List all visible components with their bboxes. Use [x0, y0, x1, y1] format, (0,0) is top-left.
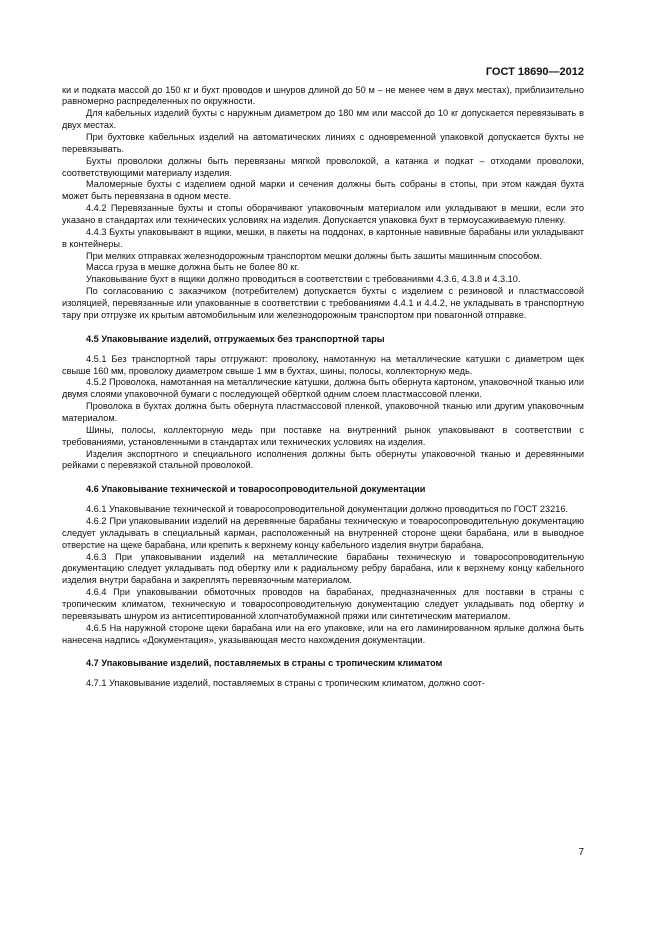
paragraph: Масса груза в мешке должна быть не более 80 кг. [86, 262, 300, 273]
paragraph: При мелких отправках железнодорожным транспортом мешки должны быть зашиты машинным способом. [86, 250, 543, 261]
document-body [62, 85, 584, 691]
paragraph: 4.7.1 Упаковывание изделий, поставляемых в страны с тропическим климатом, должно соот- [86, 678, 485, 689]
paragraph: Упаковывание бухт в ящики должно проводиться в соответствии с требованиями 4.3.6, 4.3.8 и 4.3.10. [86, 274, 521, 285]
paragraph: 4.5.2 Проволока, намотанная на металлические катушки, должна быть обернута картоном, упаковочной тканью или двумя слоями упаковочной бумаги с последующей обёрткой одним слоем пластмассовой пленки. [62, 377, 584, 400]
paragraph: 4.6.2 При упаковывании изделий на деревянные барабаны техническую и товаросопроводительную документацию следует укладывать в специальный карман, расположенный на внутренней стороне щеки барабана, или в выводное отверстие на щеке барабана, или крепить к верхнему концу кабельного изделия внутри барабана. [62, 515, 584, 550]
paragraph: Маломерные бухты с изделием одной марки и сечения должны быть собраны в стопы, при этом каждая бухта может быть перевязана в одном месте. [62, 179, 584, 202]
paragraph: Шины, полосы, коллекторную медь при поставке на внутренний рынок упаковывают в соответствии с требованиями, установленными в стандартах или технических условиях на изделия. [62, 424, 584, 447]
document-header: ГОСТ 18690—2012 [485, 66, 584, 78]
section-heading: 4.6 Упаковывание технической и товаросопроводительной документации [86, 484, 426, 495]
paragraph: Для кабельных изделий бухты с наружным диаметром до 180 мм или массой до 10 кг допускается перевязывать в двух местах. [62, 108, 584, 131]
paragraph: 4.4.2 Перевязанные бухты и стопы оборачивают упаковочным материалом или укладывают в мешки, если это указано в стандартах или технических условиях на изделия. Допускается упаковка бухт в термоусаживаемую пленку. [62, 203, 584, 226]
section-heading: 4.5 Упаковывание изделий, отгружаемых без транспортной тары [86, 333, 385, 344]
paragraph: 4.6.5 На наружной стороне щеки барабана или на его упаковке, или на его ламинированном ярлыке должна быть нанесена надпись «Документация», указывающая место нахождения документации. [62, 622, 584, 645]
paragraph: При бухтовке кабельных изделий на автоматических линиях с одновременной упаковкой допускается бухты не перевязывать. [62, 132, 584, 154]
paragraph: Бухты проволоки должны быть перевязаны мягкой проволокой, а катанка и подкат – отходами проволоки, соответствующими материалу изделия. [62, 155, 584, 178]
paragraph: 4.4.3 Бухты упаковывают в ящики, мешки, в пакеты на поддонах, в картонные навивные барабаны или укладывают в контейнеры. [62, 226, 584, 249]
paragraph: 4.6.4 При упаковывании обмоточных проводов на барабанах, предназначенных для поставки в страны с тропическим климатом, техническую и товаросопроводительную документацию следует укладывать под обертку и перевязывать шнуром из антисептированной хлопчатобумажной пряжи или синтетическим материалом. [62, 587, 584, 621]
page-number: 7 [578, 847, 584, 858]
paragraph: По согласованию с заказчиком (потребителем) допускается бухты с изделием с резиновой и пластмассовой изоляцией, перевязанные или упакованные в соответствии с требованиями 4.4.1 и 4.4.2, не укладывать в транспортную тару при отгрузке их крытым автомобильным или железнодорожным транспортом при повагонной отправке. [62, 286, 584, 320]
paragraph: Изделия экспортного и специального исполнения должны быть обернуты упаковочной тканью и деревянными рейками с перевязкой стальной проволокой. [62, 448, 584, 471]
paragraph: 4.5.1 Без транспортной тары отгружают: проволоку, намотанную на металлические катушки с диаметром щек свыше 160 мм, проволоку диаметром свыше 1 мм в бухтах, шины, полосы, коллекторную медь. [62, 353, 584, 376]
paragraph: Проволока в бухтах должна быть обернута пластмассовой пленкой, упаковочной тканью или другим упаковочным материалом. [62, 401, 584, 423]
section-heading: 4.7 Упаковывание изделий, поставляемых в страны с тропическим климатом [86, 658, 443, 669]
paragraph: 4.6.3 При упаковывании изделий на металлические барабаны техническую и товаросопроводительную документацию следует укладывать под обертку или к радиальному ребру барабана, или к верхнему концу кабельного изделия внутри барабана и закреплять перевязочным материалом. [62, 551, 584, 586]
paragraph: 4.6.1 Упаковывание технической и товаросопроводительной документации должно проводиться по ГОСТ 23216. [86, 504, 569, 515]
paragraph: ки и подката массой до 150 кг и бухт проводов и шнуров длиной до 50 м – не менее чем в двух местах), приблизительно равномерно распределенных по окружности. [62, 84, 584, 107]
